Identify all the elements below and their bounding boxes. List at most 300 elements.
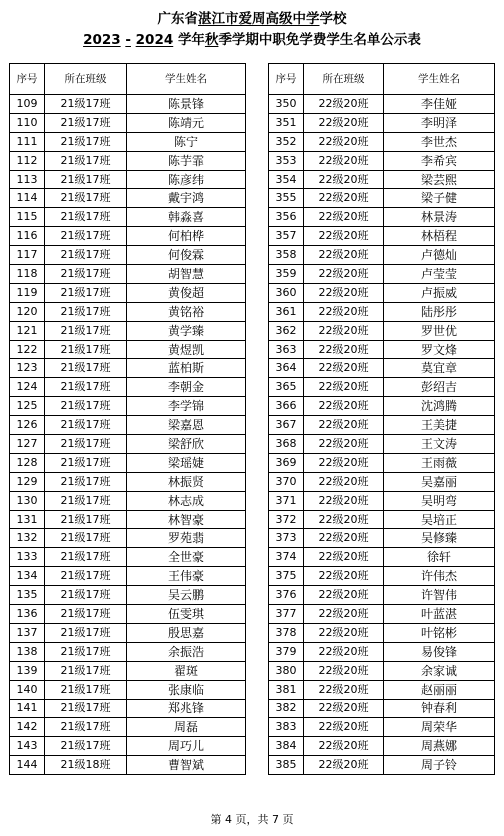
cell-student-name: 林振贤 (127, 472, 246, 491)
cell-serial: 382 (269, 699, 304, 718)
cell-student-name: 梁舒欣 (127, 435, 246, 454)
cell-student-name: 吴培正 (384, 510, 495, 529)
cell-student-name: 林梧程 (384, 227, 495, 246)
cell-class: 22级20班 (304, 321, 384, 340)
table-row (269, 491, 495, 510)
cell-student-name: 吴云鹏 (127, 586, 246, 605)
cell-student-name: 李明泽 (384, 113, 495, 132)
cell-class: 21级17班 (45, 283, 127, 302)
table-header-row (10, 64, 246, 95)
table-row (269, 642, 495, 661)
table-row (269, 510, 495, 529)
cell-serial: 125 (10, 397, 45, 416)
cell-student-name: 吴嘉丽 (384, 472, 495, 491)
cell-student-name: 陈彦纬 (127, 170, 246, 189)
cell-class: 21级17班 (45, 453, 127, 472)
cell-student-name: 卢莹莹 (384, 265, 495, 284)
cell-class: 21级17班 (45, 95, 127, 114)
cell-student-name: 吴修臻 (384, 529, 495, 548)
cell-student-name: 周子铃 (384, 756, 495, 775)
header-serial: 序号 (269, 64, 304, 95)
table-row (10, 605, 246, 624)
cell-serial: 358 (269, 246, 304, 265)
table-row (269, 699, 495, 718)
cell-student-name: 殷思嘉 (127, 623, 246, 642)
cell-class: 21级17班 (45, 208, 127, 227)
cell-student-name: 许智伟 (384, 586, 495, 605)
cell-class: 22级20班 (304, 718, 384, 737)
title-school-suffix: 学校 (319, 11, 347, 27)
cell-student-name: 王文涛 (384, 435, 495, 454)
cell-serial: 135 (10, 586, 45, 605)
cell-student-name: 林智豪 (127, 510, 246, 529)
table-row (269, 302, 495, 321)
cell-class: 22级20班 (304, 567, 384, 586)
cell-student-name: 林志成 (127, 491, 246, 510)
cell-serial: 130 (10, 491, 45, 510)
cell-serial: 385 (269, 756, 304, 775)
table-row (10, 265, 246, 284)
cell-serial: 139 (10, 661, 45, 680)
cell-class: 21级17班 (45, 132, 127, 151)
table-row (269, 453, 495, 472)
cell-class: 22级20班 (304, 95, 384, 114)
cell-class: 22级20班 (304, 453, 384, 472)
cell-student-name: 周燕娜 (384, 737, 495, 756)
cell-serial: 373 (269, 529, 304, 548)
cell-serial: 380 (269, 661, 304, 680)
cell-student-name: 许伟杰 (384, 567, 495, 586)
header-class: 所在班级 (304, 64, 384, 95)
table-row (10, 95, 246, 114)
cell-student-name: 全世豪 (127, 548, 246, 567)
cell-serial: 383 (269, 718, 304, 737)
cell-class: 21级17班 (45, 605, 127, 624)
table-row (269, 416, 495, 435)
cell-serial: 138 (10, 642, 45, 661)
cell-class: 21级17班 (45, 718, 127, 737)
table-row (269, 586, 495, 605)
cell-serial: 127 (10, 435, 45, 454)
title-year-end: 2024 (135, 32, 174, 48)
table-row (269, 397, 495, 416)
cell-class: 21级17班 (45, 510, 127, 529)
table-row (10, 378, 246, 397)
cell-class: 22级20班 (304, 170, 384, 189)
table-row (10, 680, 246, 699)
cell-serial: 355 (269, 189, 304, 208)
cell-class: 22级20班 (304, 699, 384, 718)
cell-student-name: 韩淼喜 (127, 208, 246, 227)
cell-student-name: 王雨薇 (384, 453, 495, 472)
cell-student-name: 翟斑 (127, 661, 246, 680)
cell-student-name: 彭绍吉 (384, 378, 495, 397)
cell-student-name: 王美捷 (384, 416, 495, 435)
table-row (10, 132, 246, 151)
cell-class: 22级20班 (304, 302, 384, 321)
cell-class: 22级20班 (304, 132, 384, 151)
cell-student-name: 蓝柏斯 (127, 359, 246, 378)
table-row (10, 397, 246, 416)
cell-student-name: 卢振威 (384, 283, 495, 302)
cell-serial: 124 (10, 378, 45, 397)
cell-student-name: 周磊 (127, 718, 246, 737)
cell-student-name: 李朝金 (127, 378, 246, 397)
table-row (269, 265, 495, 284)
cell-class: 21级17班 (45, 340, 127, 359)
cell-class: 21级17班 (45, 151, 127, 170)
table-row (10, 208, 246, 227)
table-row (269, 227, 495, 246)
cell-serial: 111 (10, 132, 45, 151)
cell-serial: 110 (10, 113, 45, 132)
cell-class: 21级18班 (45, 756, 127, 775)
title-city-school: 湛江市爱周高级中学 (198, 11, 320, 27)
cell-class: 22级20班 (304, 227, 384, 246)
cell-student-name: 周巧儿 (127, 737, 246, 756)
cell-student-name: 胡智慧 (127, 265, 246, 284)
cell-serial: 117 (10, 246, 45, 265)
table-row (10, 623, 246, 642)
cell-class: 21级17班 (45, 586, 127, 605)
header-student-name: 学生姓名 (127, 64, 246, 95)
cell-class: 22级20班 (304, 151, 384, 170)
cell-student-name: 梁芸熙 (384, 170, 495, 189)
cell-student-name: 陆彤彤 (384, 302, 495, 321)
table-row (269, 548, 495, 567)
header-class: 所在班级 (45, 64, 127, 95)
header-student-name: 学生姓名 (384, 64, 495, 95)
cell-serial: 374 (269, 548, 304, 567)
cell-class: 21级17班 (45, 472, 127, 491)
table-row (269, 151, 495, 170)
cell-serial: 134 (10, 567, 45, 586)
cell-student-name: 陈宁 (127, 132, 246, 151)
table-row (10, 472, 246, 491)
cell-class: 22级20班 (304, 529, 384, 548)
cell-student-name: 卢德灿 (384, 246, 495, 265)
cell-student-name: 何柏桦 (127, 227, 246, 246)
cell-class: 22级20班 (304, 510, 384, 529)
table-row (269, 189, 495, 208)
cell-class: 22级20班 (304, 416, 384, 435)
cell-serial: 361 (269, 302, 304, 321)
cell-serial: 126 (10, 416, 45, 435)
cell-class: 22级20班 (304, 548, 384, 567)
cell-student-name: 戴宇鸿 (127, 189, 246, 208)
cell-class: 21级17班 (45, 737, 127, 756)
cell-student-name: 余振浩 (127, 642, 246, 661)
cell-serial: 362 (269, 321, 304, 340)
cell-class: 22级20班 (304, 246, 384, 265)
cell-class: 22级20班 (304, 472, 384, 491)
cell-class: 21级17班 (45, 321, 127, 340)
cell-student-name: 吴明弯 (384, 491, 495, 510)
table-row (269, 680, 495, 699)
cell-class: 21级17班 (45, 246, 127, 265)
page-footer: 第 4 页，共 7 页 (210, 813, 294, 826)
cell-serial: 131 (10, 510, 45, 529)
cell-serial: 114 (10, 189, 45, 208)
cell-student-name: 梁嘉恩 (127, 416, 246, 435)
title-term: 秋 (204, 32, 219, 48)
cell-serial: 119 (10, 283, 45, 302)
cell-serial: 378 (269, 623, 304, 642)
title-year-word: 学年 (177, 32, 205, 48)
cell-student-name: 张康临 (127, 680, 246, 699)
cell-serial: 366 (269, 397, 304, 416)
cell-student-name: 王伟豪 (127, 567, 246, 586)
cell-student-name: 徐轩 (384, 548, 495, 567)
cell-serial: 133 (10, 548, 45, 567)
cell-serial: 354 (269, 170, 304, 189)
cell-serial: 140 (10, 680, 45, 699)
table-row (10, 661, 246, 680)
document-title-line2 (0, 31, 504, 49)
cell-student-name: 黄煜凯 (127, 340, 246, 359)
title-year-sep: - (125, 32, 131, 48)
table-row (269, 756, 495, 775)
table-row (269, 132, 495, 151)
table-row (10, 170, 246, 189)
student-table-right (268, 63, 495, 775)
cell-student-name: 周荣华 (384, 718, 495, 737)
cell-student-name: 李学锦 (127, 397, 246, 416)
cell-serial: 121 (10, 321, 45, 340)
cell-student-name: 易俊锋 (384, 642, 495, 661)
table-row (269, 623, 495, 642)
cell-student-name: 郑兆锋 (127, 699, 246, 718)
cell-class: 22级20班 (304, 586, 384, 605)
cell-serial: 136 (10, 605, 45, 624)
table-row (269, 567, 495, 586)
cell-class: 22级20班 (304, 756, 384, 775)
cell-class: 21级17班 (45, 529, 127, 548)
cell-class: 22级20班 (304, 642, 384, 661)
cell-student-name: 李希宾 (384, 151, 495, 170)
cell-serial: 384 (269, 737, 304, 756)
cell-serial: 352 (269, 132, 304, 151)
cell-student-name: 罗文烽 (384, 340, 495, 359)
cell-serial: 365 (269, 378, 304, 397)
table-row (10, 283, 246, 302)
title-rest: 季学期中职免学费学生名单公示表 (218, 32, 421, 48)
cell-serial: 141 (10, 699, 45, 718)
table-row (269, 170, 495, 189)
cell-class: 21级17班 (45, 359, 127, 378)
cell-serial: 129 (10, 472, 45, 491)
cell-class: 21级17班 (45, 567, 127, 586)
document-title-line1 (0, 10, 504, 28)
cell-student-name: 罗世优 (384, 321, 495, 340)
cell-student-name: 莫宜章 (384, 359, 495, 378)
cell-student-name: 罗苑翡 (127, 529, 246, 548)
table-row (10, 567, 246, 586)
table-row (10, 113, 246, 132)
cell-serial: 109 (10, 95, 45, 114)
cell-class: 22级20班 (304, 491, 384, 510)
cell-serial: 372 (269, 510, 304, 529)
table-row (269, 340, 495, 359)
table-row (269, 359, 495, 378)
cell-class: 22级20班 (304, 435, 384, 454)
cell-student-name: 钟春利 (384, 699, 495, 718)
cell-class: 22级20班 (304, 265, 384, 284)
cell-serial: 369 (269, 453, 304, 472)
cell-student-name: 李佳娅 (384, 95, 495, 114)
table-row (269, 283, 495, 302)
cell-serial: 116 (10, 227, 45, 246)
table-row (269, 378, 495, 397)
cell-serial: 122 (10, 340, 45, 359)
cell-serial: 123 (10, 359, 45, 378)
cell-student-name: 陈景锋 (127, 95, 246, 114)
cell-class: 21级17班 (45, 435, 127, 454)
cell-student-name: 叶铭彬 (384, 623, 495, 642)
cell-class: 22级20班 (304, 737, 384, 756)
table-row (10, 340, 246, 359)
cell-student-name: 曹智斌 (127, 756, 246, 775)
cell-class: 21级17班 (45, 642, 127, 661)
cell-serial: 128 (10, 453, 45, 472)
table-row (10, 718, 246, 737)
table-row (10, 416, 246, 435)
cell-serial: 113 (10, 170, 45, 189)
table-row (10, 510, 246, 529)
cell-class: 22级20班 (304, 661, 384, 680)
cell-class: 21级17班 (45, 491, 127, 510)
cell-student-name: 叶蓝湛 (384, 605, 495, 624)
cell-class: 21级17班 (45, 302, 127, 321)
cell-serial: 368 (269, 435, 304, 454)
table-row (269, 321, 495, 340)
student-table-left (9, 63, 246, 775)
table-row (10, 302, 246, 321)
table-row (10, 435, 246, 454)
cell-class: 21级17班 (45, 227, 127, 246)
cell-serial: 118 (10, 265, 45, 284)
cell-serial: 351 (269, 113, 304, 132)
cell-serial: 371 (269, 491, 304, 510)
table-row (269, 737, 495, 756)
cell-student-name: 李世杰 (384, 132, 495, 151)
cell-student-name: 陈芋霏 (127, 151, 246, 170)
table-row (10, 586, 246, 605)
table-row (10, 151, 246, 170)
table-row (269, 435, 495, 454)
cell-class: 22级20班 (304, 623, 384, 642)
cell-class: 21级17班 (45, 397, 127, 416)
cell-serial: 357 (269, 227, 304, 246)
cell-student-name: 何俊霖 (127, 246, 246, 265)
cell-class: 21级17班 (45, 113, 127, 132)
cell-class: 21级17班 (45, 680, 127, 699)
table-row (269, 113, 495, 132)
cell-serial: 370 (269, 472, 304, 491)
cell-serial: 353 (269, 151, 304, 170)
table-row (269, 661, 495, 680)
cell-serial: 350 (269, 95, 304, 114)
cell-serial: 112 (10, 151, 45, 170)
table-row (269, 95, 495, 114)
cell-student-name: 赵丽丽 (384, 680, 495, 699)
cell-serial: 143 (10, 737, 45, 756)
cell-serial: 144 (10, 756, 45, 775)
cell-class: 21级17班 (45, 416, 127, 435)
table-row (10, 737, 246, 756)
cell-student-name: 陈靖元 (127, 113, 246, 132)
table-row (10, 756, 246, 775)
table-row (10, 548, 246, 567)
cell-class: 21级17班 (45, 265, 127, 284)
cell-serial: 376 (269, 586, 304, 605)
cell-serial: 356 (269, 208, 304, 227)
cell-serial: 379 (269, 642, 304, 661)
cell-serial: 363 (269, 340, 304, 359)
cell-class: 21级17班 (45, 661, 127, 680)
cell-serial: 377 (269, 605, 304, 624)
table-row (10, 359, 246, 378)
cell-student-name: 梁瑶婕 (127, 453, 246, 472)
cell-serial: 375 (269, 567, 304, 586)
cell-class: 22级20班 (304, 283, 384, 302)
table-row (269, 529, 495, 548)
cell-serial: 132 (10, 529, 45, 548)
table-row (10, 246, 246, 265)
cell-serial: 115 (10, 208, 45, 227)
cell-student-name: 黄俊超 (127, 283, 246, 302)
cell-class: 21级17班 (45, 189, 127, 208)
cell-student-name: 黄铭裕 (127, 302, 246, 321)
title-province: 广东省 (157, 11, 198, 27)
table-row (10, 189, 246, 208)
header-serial: 序号 (10, 64, 45, 95)
cell-student-name: 沈鸿腾 (384, 397, 495, 416)
table-row (10, 453, 246, 472)
title-year-start: 2023 (83, 32, 121, 48)
table-header-row (269, 64, 495, 95)
cell-class: 22级20班 (304, 605, 384, 624)
table-row (10, 529, 246, 548)
cell-student-name: 黄学臻 (127, 321, 246, 340)
table-row (269, 246, 495, 265)
cell-class: 21级17班 (45, 623, 127, 642)
cell-serial: 142 (10, 718, 45, 737)
table-row (269, 208, 495, 227)
cell-class: 22级20班 (304, 359, 384, 378)
cell-serial: 381 (269, 680, 304, 699)
table-row (269, 718, 495, 737)
cell-class: 21级17班 (45, 378, 127, 397)
cell-student-name: 林景涛 (384, 208, 495, 227)
cell-class: 22级20班 (304, 189, 384, 208)
cell-serial: 359 (269, 265, 304, 284)
table-row (10, 321, 246, 340)
cell-class: 21级17班 (45, 699, 127, 718)
cell-class: 22级20班 (304, 378, 384, 397)
cell-class: 22级20班 (304, 208, 384, 227)
cell-serial: 364 (269, 359, 304, 378)
table-row (10, 227, 246, 246)
table-row (10, 699, 246, 718)
cell-serial: 367 (269, 416, 304, 435)
cell-class: 21级17班 (45, 170, 127, 189)
cell-class: 22级20班 (304, 113, 384, 132)
cell-student-name: 伍雯琪 (127, 605, 246, 624)
cell-serial: 360 (269, 283, 304, 302)
cell-class: 22级20班 (304, 340, 384, 359)
cell-class: 22级20班 (304, 397, 384, 416)
